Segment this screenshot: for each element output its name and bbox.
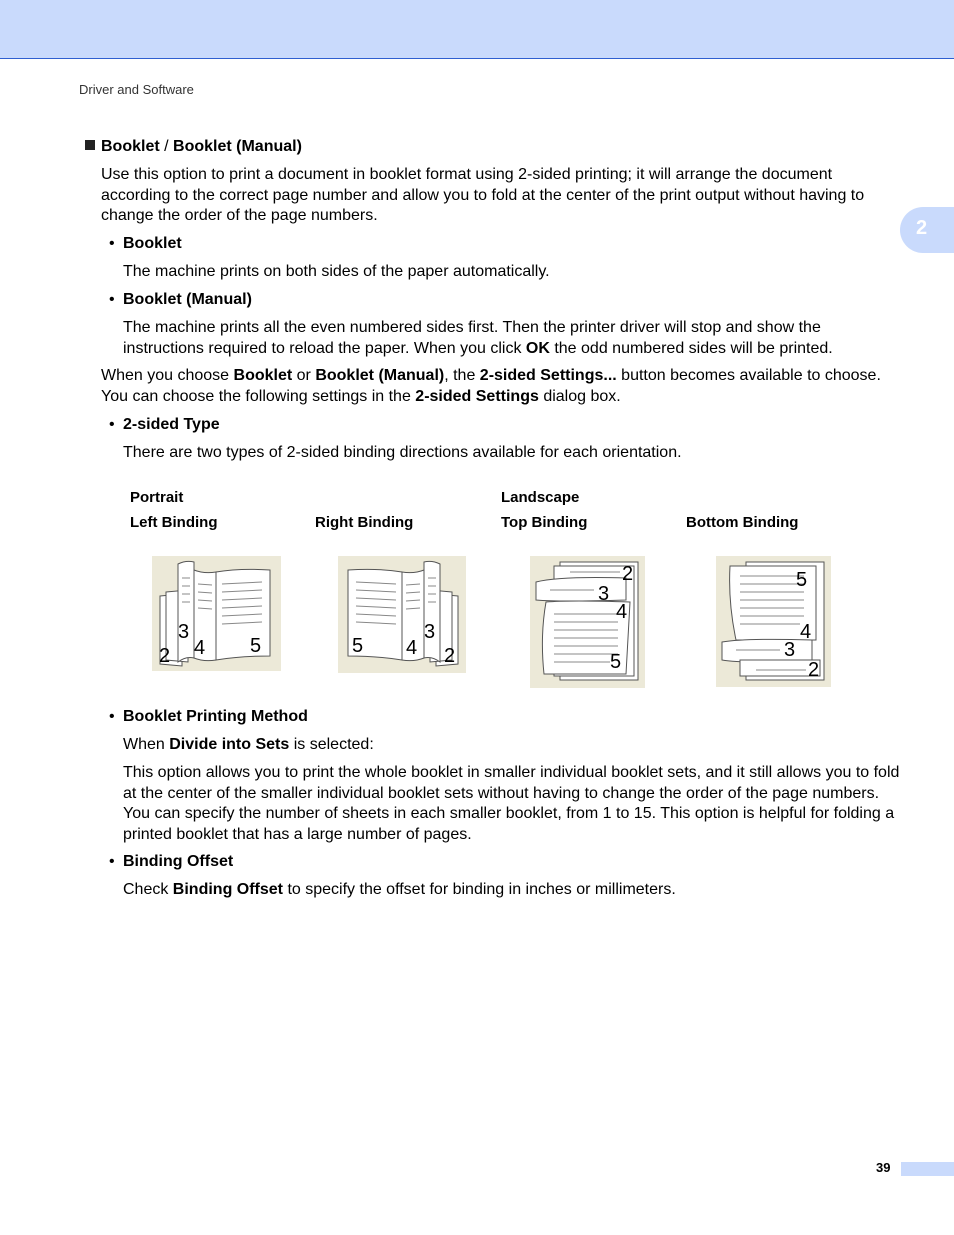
page-number-label: 2 — [808, 659, 820, 681]
left-binding-illustration — [152, 556, 281, 671]
bullet-dot-icon: • — [109, 853, 115, 870]
landscape-label: Landscape — [501, 489, 580, 506]
booklet-description: The machine prints on both sides of the paper automatically. — [123, 263, 550, 280]
square-bullet-icon — [85, 140, 95, 150]
section-title — [85, 138, 302, 156]
bullet-booklet-manual — [109, 291, 252, 309]
page-number-label: 3 — [784, 639, 796, 661]
page-number-label: 4 — [616, 601, 628, 623]
bullet-binding-offset-label: Binding Offset — [123, 853, 234, 870]
when-text-2: is selected: — [289, 736, 374, 753]
running-head: Driver and Software — [79, 82, 194, 97]
binding-offset-text-2: to specify the offset for binding in inches or millimeters. — [283, 881, 676, 898]
section-title-booklet-manual: Booklet (Manual) — [173, 138, 302, 155]
bullet-booklet-label: Booklet — [123, 235, 182, 252]
top-header-band — [0, 0, 954, 59]
right-binding-illustration — [338, 556, 466, 673]
portrait-label: Portrait — [130, 489, 184, 506]
printing-method-description: This option allows you to print the whole booklet in smaller individual booklet sets, and it still allows you to fold at the center of the smaller individual booklet sets without having to change the order of the page numbers. You can specify the number of sheets in each smaller booklet, from 1 to 15. This option is helpful for folding a printed booklet that has a large number of pages. — [123, 764, 900, 843]
booklet-manual-text-1: The machine prints all the even numbered sides first. Then the printer driver will stop and show the instructions required to reload the paper. When you click — [123, 319, 821, 357]
choose-text-4: button becomes available to choose. You can choose the following settings in the — [101, 367, 881, 405]
chapter-tab — [900, 207, 954, 253]
page-number-label: 2 — [444, 645, 456, 667]
booklet-manual-description — [123, 318, 903, 359]
bullet-2-sided-type-label: 2-sided Type — [123, 416, 220, 433]
page-number-label: 3 — [598, 583, 610, 605]
page-number: 39 — [876, 1160, 891, 1175]
page-number-label: 4 — [800, 621, 812, 643]
choose-bold-1: Booklet — [233, 367, 293, 384]
page-number-label: 5 — [796, 569, 808, 591]
bullet-dot-icon: • — [109, 291, 115, 308]
printing-method-when — [123, 735, 903, 756]
bullet-dot-icon: • — [109, 708, 115, 725]
binding-offset-emphasis: Binding Offset — [172, 881, 284, 898]
choose-paragraph — [101, 366, 901, 407]
page-number-label: 3 — [178, 621, 190, 643]
page-number-label: 2 — [159, 645, 171, 667]
page-number-label: 4 — [194, 637, 206, 659]
page-number-label: 4 — [406, 637, 418, 659]
intro-paragraph: Use this option to print a document in booklet format using 2-sided printing; it will arrange the document according to the correct page number and allow you to fold at the center of the print output without having to change the order of the page numbers. — [101, 166, 865, 224]
bullet-booklet-printing-method — [109, 708, 308, 726]
top-binding-illustration — [530, 556, 645, 688]
bullet-booklet-printing-method-label: Booklet Printing Method — [123, 708, 308, 725]
booklet-manual-text-2: the odd numbered sides will be printed. — [549, 339, 833, 357]
binding-offset-description — [123, 880, 903, 901]
choose-text-3: , the — [444, 367, 480, 384]
section-title-slash: / — [159, 138, 174, 155]
page-number-label: 3 — [424, 621, 436, 643]
bottom-binding-label: Bottom Binding — [686, 514, 799, 531]
divide-into-sets-emphasis: Divide into Sets — [169, 736, 290, 753]
choose-text-2: or — [292, 367, 316, 384]
right-binding-label: Right Binding — [315, 514, 414, 531]
section-title-booklet: Booklet — [101, 138, 160, 155]
ok-emphasis: OK — [525, 339, 550, 357]
page-number-label: 2 — [622, 563, 634, 585]
choose-bold-4: 2-sided Settings — [415, 387, 539, 405]
page-number-label: 5 — [352, 635, 364, 657]
choose-bold-2: Booklet (Manual) — [315, 367, 445, 384]
bullet-dot-icon: • — [109, 416, 115, 433]
bullet-binding-offset — [109, 853, 234, 871]
bottom-binding-illustration — [716, 556, 831, 687]
page-number-label: 5 — [250, 635, 262, 657]
when-text-1: When — [123, 736, 170, 753]
bullet-booklet — [109, 235, 182, 253]
chapter-number: 2 — [916, 217, 928, 239]
bullet-booklet-manual-label: Booklet (Manual) — [123, 291, 252, 308]
2-sided-type-description: There are two types of 2-sided binding directions available for each orientation. — [123, 444, 682, 461]
bullet-dot-icon: • — [109, 235, 115, 252]
binding-offset-text-1: Check — [123, 881, 173, 898]
top-binding-label: Top Binding — [501, 514, 588, 531]
bullet-2-sided-type — [109, 416, 220, 434]
footer-bar — [901, 1162, 954, 1176]
page-number-label: 5 — [610, 651, 622, 673]
choose-text-1: When you choose — [101, 367, 234, 384]
choose-bold-3: 2-sided Settings... — [479, 367, 617, 384]
choose-text-5: dialog box. — [538, 387, 621, 405]
left-binding-label: Left Binding — [130, 514, 218, 531]
